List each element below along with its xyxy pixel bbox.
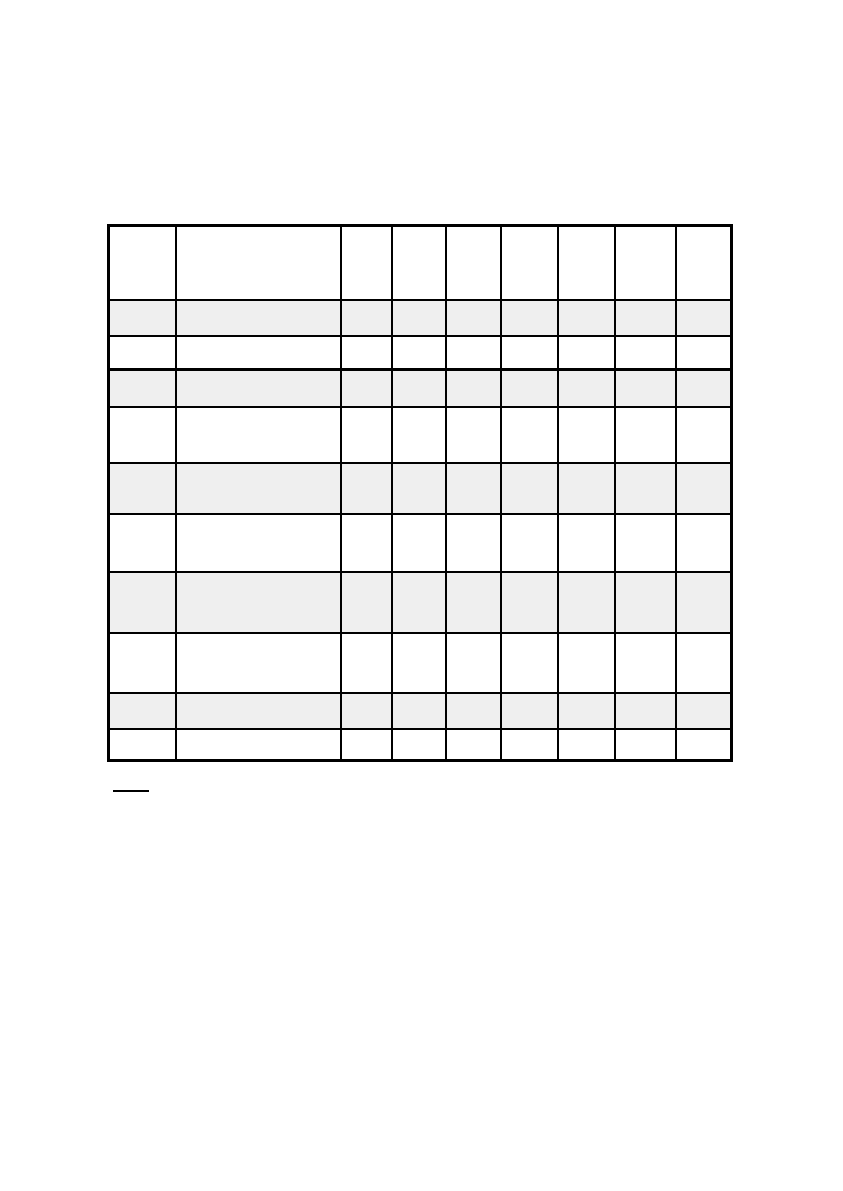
- table-cell: [176, 407, 341, 463]
- table-cell: [558, 463, 615, 514]
- table-cell: [615, 407, 676, 463]
- table-cell: [615, 514, 676, 572]
- table-cell: [501, 514, 558, 572]
- table-row: [109, 370, 732, 407]
- table-cell: [176, 300, 341, 336]
- table-cell: [341, 370, 392, 407]
- table-row: [109, 514, 732, 572]
- table-cell: [558, 300, 615, 336]
- table-cell: [615, 572, 676, 633]
- table-cell: [558, 370, 615, 407]
- table-cell: [676, 370, 732, 407]
- table-cell: [109, 300, 176, 336]
- table-cell: [676, 633, 732, 693]
- table-header-row: [109, 226, 732, 300]
- table-cell: [615, 693, 676, 729]
- table-header-cell: [109, 226, 176, 300]
- table-cell: [501, 463, 558, 514]
- table-cell: [676, 514, 732, 572]
- table-cell: [615, 633, 676, 693]
- table-cell: [392, 514, 446, 572]
- table-cell: [446, 370, 501, 407]
- table-cell: [341, 514, 392, 572]
- table-cell: [109, 370, 176, 407]
- footnote-rule: [113, 790, 149, 792]
- table-row: [109, 729, 732, 761]
- table-cell: [392, 633, 446, 693]
- table-cell: [446, 572, 501, 633]
- table-cell: [676, 300, 732, 336]
- table-cell: [676, 729, 732, 761]
- table-cell: [446, 407, 501, 463]
- table-cell: [676, 407, 732, 463]
- table-cell: [501, 572, 558, 633]
- table-header-cell: [615, 226, 676, 300]
- table-cell: [392, 300, 446, 336]
- data-table: [107, 224, 733, 762]
- table-cell: [392, 729, 446, 761]
- table-header-cell: [446, 226, 501, 300]
- table-cell: [446, 633, 501, 693]
- table-header-cell: [558, 226, 615, 300]
- table-cell: [392, 463, 446, 514]
- table-cell: [109, 729, 176, 761]
- table-cell: [341, 729, 392, 761]
- table-cell: [446, 463, 501, 514]
- table-cell: [176, 463, 341, 514]
- table-cell: [176, 370, 341, 407]
- table-cell: [109, 407, 176, 463]
- table-row: [109, 336, 732, 370]
- table-cell: [446, 514, 501, 572]
- table-row: [109, 693, 732, 729]
- table-cell: [109, 336, 176, 370]
- table-cell: [558, 336, 615, 370]
- table-cell: [176, 336, 341, 370]
- table-cell: [341, 407, 392, 463]
- table-header-cell: [392, 226, 446, 300]
- table-cell: [676, 463, 732, 514]
- table-cell: [341, 633, 392, 693]
- table-cell: [676, 693, 732, 729]
- table-cell: [176, 514, 341, 572]
- table-cell: [176, 633, 341, 693]
- table-cell: [446, 336, 501, 370]
- table-header-cell: [341, 226, 392, 300]
- table-cell: [558, 514, 615, 572]
- table-cell: [341, 693, 392, 729]
- table-cell: [392, 370, 446, 407]
- table-cell: [109, 514, 176, 572]
- table-header-cell: [176, 226, 341, 300]
- table-cell: [341, 300, 392, 336]
- table-cell: [615, 463, 676, 514]
- table-cell: [109, 693, 176, 729]
- table-cell: [615, 300, 676, 336]
- table-cell: [558, 407, 615, 463]
- table-cell: [615, 336, 676, 370]
- table-cell: [341, 336, 392, 370]
- table-cell: [558, 633, 615, 693]
- table-cell: [501, 407, 558, 463]
- table-row: [109, 572, 732, 633]
- table-cell: [558, 729, 615, 761]
- table-cell: [501, 336, 558, 370]
- table-row: [109, 633, 732, 693]
- table-cell: [446, 300, 501, 336]
- table-cell: [176, 729, 341, 761]
- table-cell: [176, 693, 341, 729]
- table-cell: [501, 693, 558, 729]
- table-cell: [501, 300, 558, 336]
- table-cell: [615, 370, 676, 407]
- table-cell: [109, 572, 176, 633]
- table-header-cell: [676, 226, 732, 300]
- table-cell: [341, 463, 392, 514]
- table-cell: [615, 729, 676, 761]
- table-cell: [558, 572, 615, 633]
- table-header-cell: [501, 226, 558, 300]
- table-cell: [446, 693, 501, 729]
- table-row: [109, 463, 732, 514]
- table-cell: [558, 693, 615, 729]
- table-cell: [676, 336, 732, 370]
- table-cell: [392, 572, 446, 633]
- table-cell: [501, 370, 558, 407]
- table-cell: [501, 729, 558, 761]
- table-cell: [392, 407, 446, 463]
- table-cell: [176, 572, 341, 633]
- table-cell: [392, 336, 446, 370]
- table-cell: [676, 572, 732, 633]
- table-cell: [341, 572, 392, 633]
- table-row: [109, 407, 732, 463]
- table-cell: [392, 693, 446, 729]
- table-row: [109, 300, 732, 336]
- table-cell: [501, 633, 558, 693]
- table-cell: [109, 633, 176, 693]
- table-body: [109, 226, 732, 761]
- table-cell: [109, 463, 176, 514]
- table-cell: [446, 729, 501, 761]
